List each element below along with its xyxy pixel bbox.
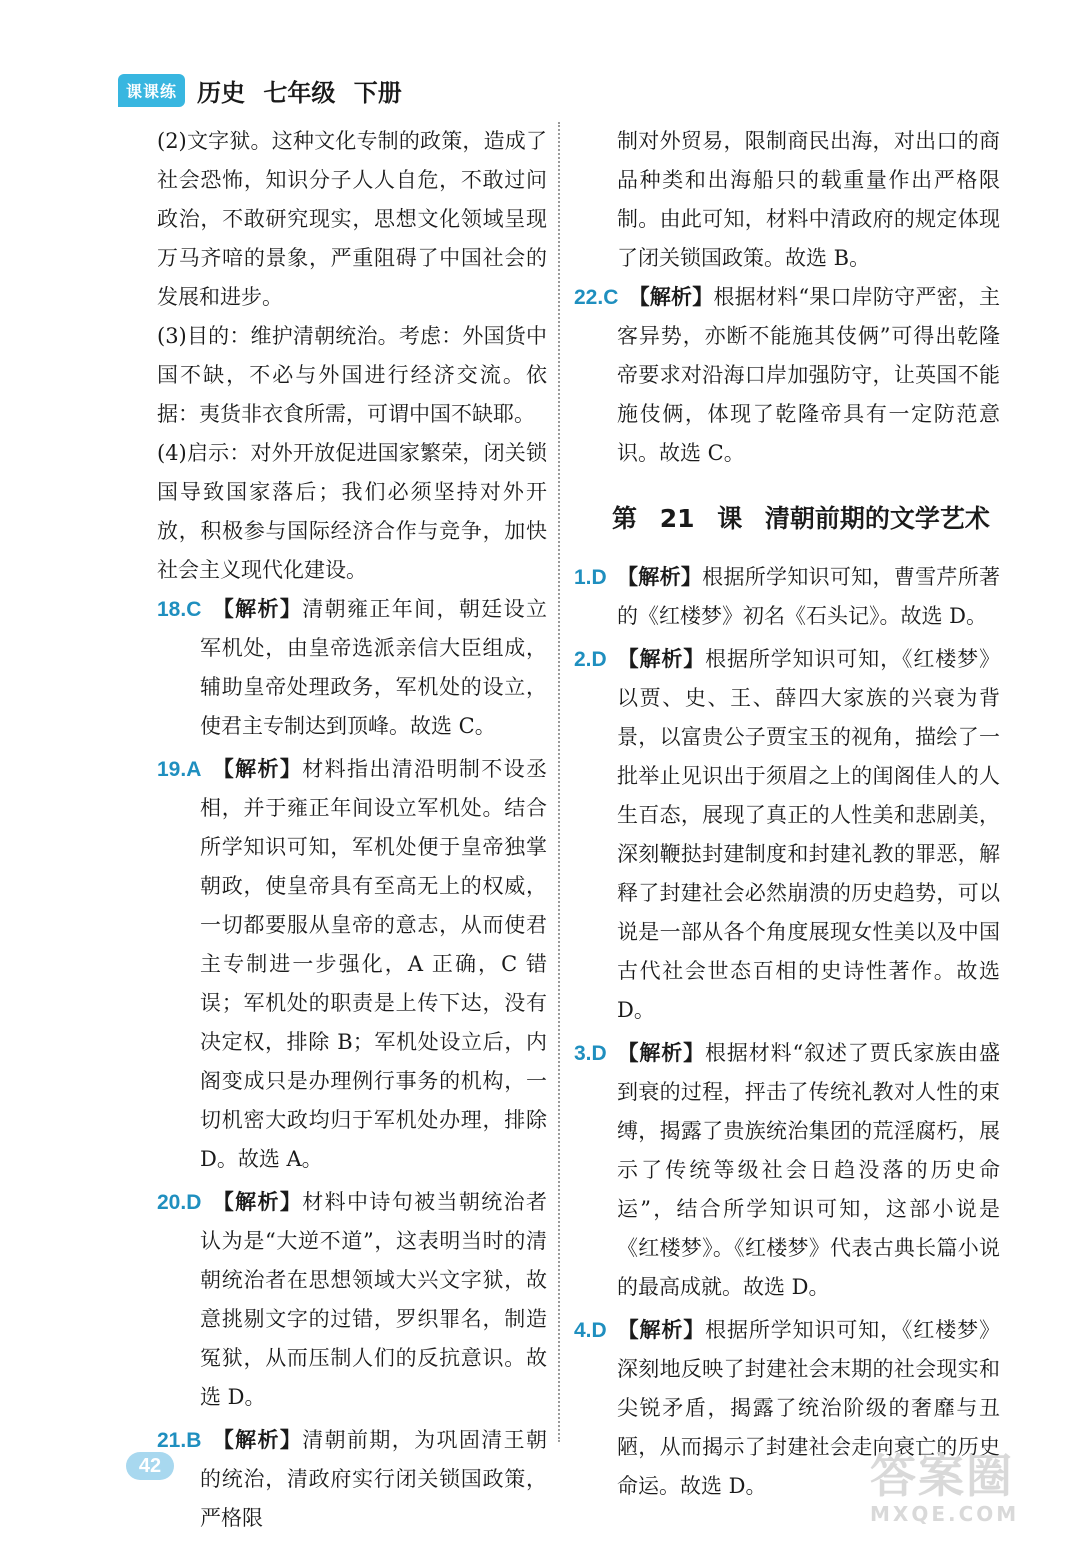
answer-part-3: (3)目的：维护清朝统治。考虑：外国货中国不缺，不必与外国进行经济交流。依据：夷货非衣食所需，可谓中国不缺耶。 <box>157 324 547 426</box>
analysis-tag: 【解析】 <box>616 1318 706 1342</box>
right-column <box>574 122 1000 1510</box>
answer-item-21 <box>157 1421 547 1538</box>
lesson-title: 第 21 课 清朝前期的文学艺术 <box>612 504 990 533</box>
item-answer: D <box>591 1042 607 1065</box>
watermark-logo: 答案圈 <box>870 1449 1014 1503</box>
item-answer: D <box>591 1319 607 1342</box>
item-number: 2. <box>574 648 592 671</box>
item-text: 根据所学知识可知，《红楼梦》深刻地反映了封建社会末期的社会现实和尖锐矛盾，揭露了统治阶级的奢靡与丑陋，从而揭示了封建社会走向衰亡的历史命运。故选 D。 <box>617 1318 1001 1498</box>
item-text: 根据所学知识可知，《红楼梦》以贾、史、王、薛四大家族的兴衰为背景，以富贵公子贾宝玉的视角，描绘了一批举止见识出于须眉之上的闺阁佳人的人生百态，展现了真正的人性美和悲剧美，深刻鞭挞封建制度和封建礼教的罪恶，解释了封建社会必然崩溃的历史趋势，可以说是一部从各个角度展现女性美以及中国古代社会世态百相的史诗性著作。故选 D。 <box>617 647 1001 1022</box>
item-number: 18. <box>157 598 187 621</box>
item-number: 19. <box>157 758 187 781</box>
item-answer: D <box>591 566 607 589</box>
item-text: 材料指出清沿明制不设丞相，并于雍正年间设立军机处。结合所学知识可知，军机处便于皇帝独掌朝政，使皇帝具有至高无上的权威，一切都要服从皇帝的意志，从而使君主专制进一步强化，A 正确，C 错误；军机处的职责是上传下达，没有决定权，排除 B；军机处设立后，内阁变成只是办理例行事务的机构，一切机密大政均归于军机处办理，排除 D。故选 A。 <box>200 757 547 1171</box>
left-column <box>157 122 547 1542</box>
item-answer: C <box>603 286 619 309</box>
answer-item-21-continued: 制对外贸易，限制商民出海，对出口的商品种类和出海船只的载重量作出严格限制。由此可知，材料中清政府的规定体现了闭关锁国政策。故选 B。 <box>617 129 1000 270</box>
analysis-tag: 【解析】 <box>211 1190 303 1214</box>
analysis-tag: 【解析】 <box>616 1041 706 1065</box>
item-answer: B <box>186 1429 202 1452</box>
item-text: 材料中诗句被当朝统治者认为是“大逆不道”，这表明当时的清朝统治者在思想领域大兴文字狱，故意挑剔文字的过错，罗织罪名，制造冤狱，从而压制人们的反抗意识。故选 D。 <box>200 1190 547 1409</box>
answer-item-20 <box>157 1183 547 1417</box>
series-logo: 课课练 <box>118 74 185 107</box>
analysis-tag: 【解析】 <box>211 757 303 781</box>
answer-item-19 <box>157 750 547 1179</box>
item-number: 20. <box>157 1191 187 1214</box>
analysis-tag: 【解析】 <box>211 597 303 621</box>
page-number: 42 <box>126 1452 174 1480</box>
answer-item-1 <box>574 558 1000 636</box>
item-number: 4. <box>574 1319 592 1342</box>
watermark <box>870 1440 1070 1525</box>
answer-item-18 <box>157 590 547 746</box>
answer-item-2 <box>574 640 1000 1030</box>
item-number: 3. <box>574 1042 592 1065</box>
analysis-tag: 【解析】 <box>211 1428 303 1452</box>
item-answer: D <box>591 648 607 671</box>
analysis-tag: 【解析】 <box>616 647 706 671</box>
item-number: 21. <box>157 1429 187 1452</box>
answer-part-2: (2)文字狱。这种文化专制的政策，造成了社会恐怖，知识分子人人自危，不敢过问政治，不敢研究现实，思想文化领域呈现万马齐喑的景象，严重阻碍了中国社会的发展和进步。 <box>157 129 547 309</box>
book-title: 历史 七年级 下册 <box>197 78 402 107</box>
page-header <box>118 68 402 112</box>
analysis-tag: 【解析】 <box>628 285 714 309</box>
item-answer: D <box>186 1191 202 1214</box>
item-text: 清朝前期，为巩固清王朝的统治，清政府实行闭关锁国政策，严格限 <box>200 1428 547 1530</box>
watermark-url: MXQE.COM <box>870 1502 1020 1526</box>
column-divider <box>558 122 560 1442</box>
item-number: 22. <box>574 286 604 309</box>
analysis-tag: 【解析】 <box>616 565 703 589</box>
item-answer: C <box>186 598 202 621</box>
item-answer: A <box>186 758 202 781</box>
item-text: 根据材料“果口岸防守严密，主客异势，亦断不能施其伎俩”可得出乾隆帝要求对沿海口岸加强防守，让英国不能施伎俩，体现了乾隆帝具有一定防范意识。故选 C。 <box>617 285 1000 465</box>
item-text: 清朝雍正年间，朝廷设立军机处，由皇帝选派亲信大臣组成，辅助皇帝处理政务，军机处的设立，使君主专制达到顶峰。故选 C。 <box>200 597 547 738</box>
answer-part-4: (4)启示：对外开放促进国家繁荣，闭关锁国导致国家落后；我们必须坚持对外开放，积极参与国际经济合作与竞争，加快社会主义现代化建设。 <box>157 441 547 582</box>
item-text: 根据材料“叙述了贾氏家族由盛到衰的过程，抨击了传统礼教对人性的束缚，揭露了贵族统治集团的荒淫腐朽，展示了传统等级社会日趋没落的历史命运”，结合所学知识可知，这部小说是《红楼梦》。《红楼梦》代表古典长篇小说的最高成就。故选 D。 <box>617 1041 1000 1299</box>
answer-item-22 <box>574 278 1000 473</box>
item-text: 根据所学知识可知，曹雪芹所著的《红楼梦》初名《石头记》。故选 D。 <box>617 565 1001 628</box>
answer-item-3 <box>574 1034 1000 1307</box>
item-number: 1. <box>574 566 592 589</box>
